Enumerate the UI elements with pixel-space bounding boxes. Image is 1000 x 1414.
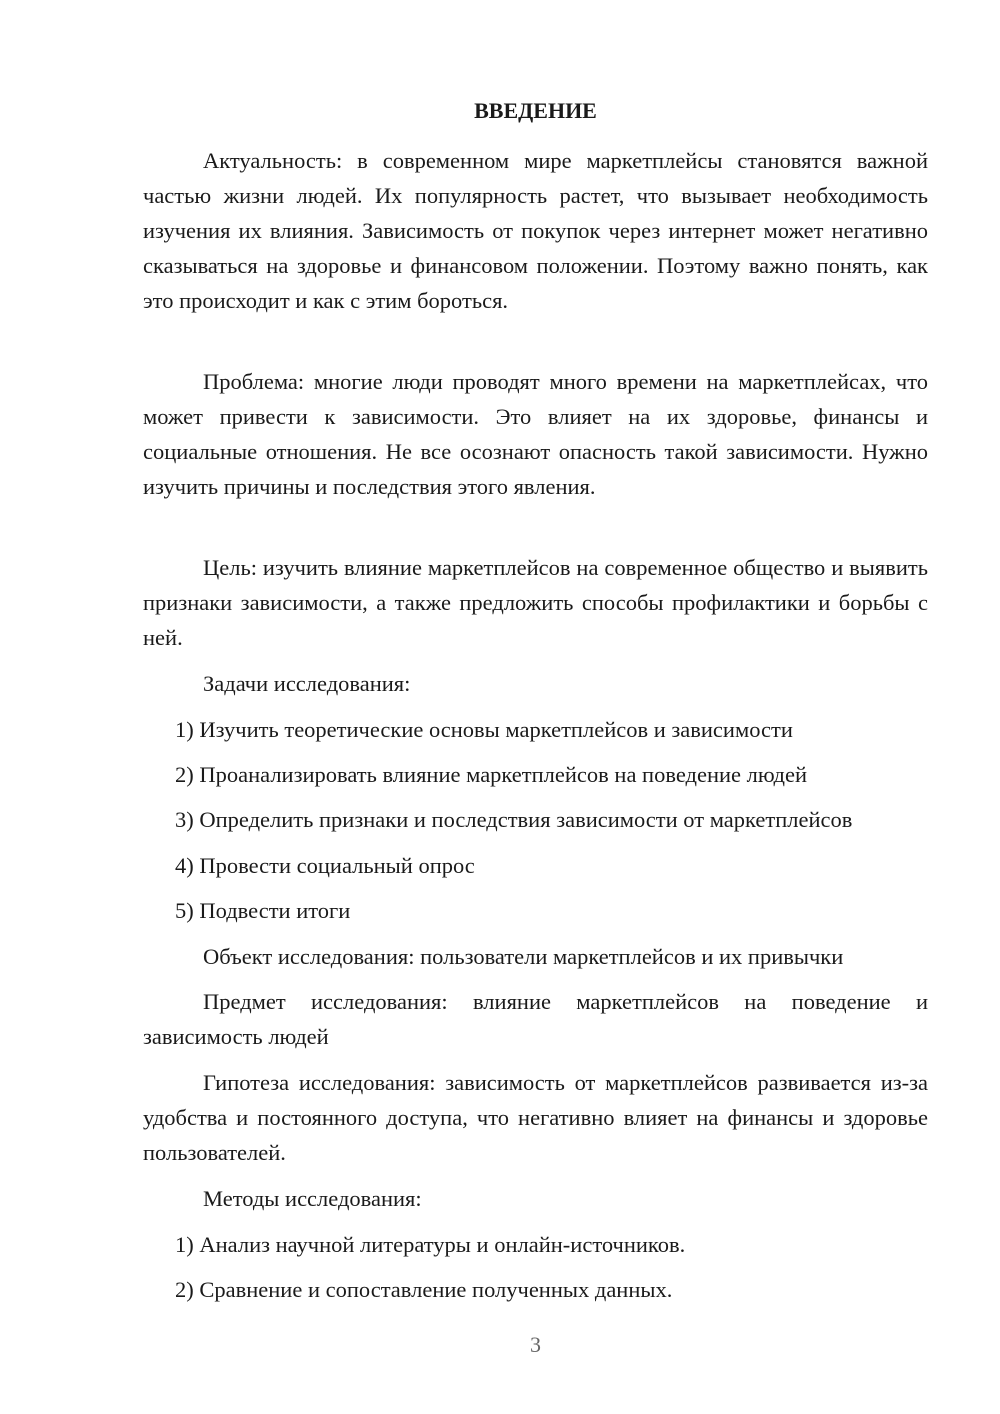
tasks-heading: Задачи исследования: xyxy=(203,671,411,696)
paragraph-problem: Проблема: многие люди проводят много времени на маркетплейсах, что может привести к зависимости. Это влияет на их здоровье, финансы и социальные отношения. Не все осознают опасность такой зависимости. Нужно изучить причины и последствия этого явления. xyxy=(143,369,928,499)
method-item-2: 2) Сравнение и сопоставление полученных данных. xyxy=(175,1277,673,1302)
task-item-1: 1) Изучить теоретические основы маркетплейсов и зависимости xyxy=(175,717,793,742)
paragraph-object: Объект исследования: пользователи маркетплейсов и их привычки xyxy=(203,944,844,969)
methods-heading: Методы исследования: xyxy=(203,1186,422,1211)
page-number: 3 xyxy=(530,1332,541,1357)
paragraph-hypothesis: Гипотеза исследования: зависимость от маркетплейсов развивается из-за удобства и постоянного доступа, что негативно влияет на финансы и здоровье пользователей. xyxy=(143,1070,928,1165)
paragraph-subject: Предмет исследования: влияние маркетплейсов на поведение и зависимость людей xyxy=(143,989,928,1049)
task-item-3: 3) Определить признаки и последствия зависимости от маркетплейсов xyxy=(175,807,853,832)
task-item-5: 5) Подвести итоги xyxy=(175,898,351,923)
page-title: ВВЕДЕНИЕ xyxy=(474,98,597,123)
task-item-2: 2) Проанализировать влияние маркетплейсов на поведение людей xyxy=(175,762,808,787)
paragraph-goal: Цель: изучить влияние маркетплейсов на современное общество и выявить признаки зависимости, а также предложить способы профилактики и борьбы с ней. xyxy=(143,555,928,650)
paragraph-relevance: Актуальность: в современном мире маркетплейсы становятся важной частью жизни людей. Их популярность растет, что вызывает необходимость изучения их влияния. Зависимость от покупок через интернет может негативно сказываться на здоровье и финансовом положении. Поэтому важно понять, как это происходит и как с этим бороться. xyxy=(143,148,928,313)
method-item-1: 1) Анализ научной литературы и онлайн-источников. xyxy=(175,1232,686,1257)
task-item-4: 4) Провести социальный опрос xyxy=(175,853,475,878)
